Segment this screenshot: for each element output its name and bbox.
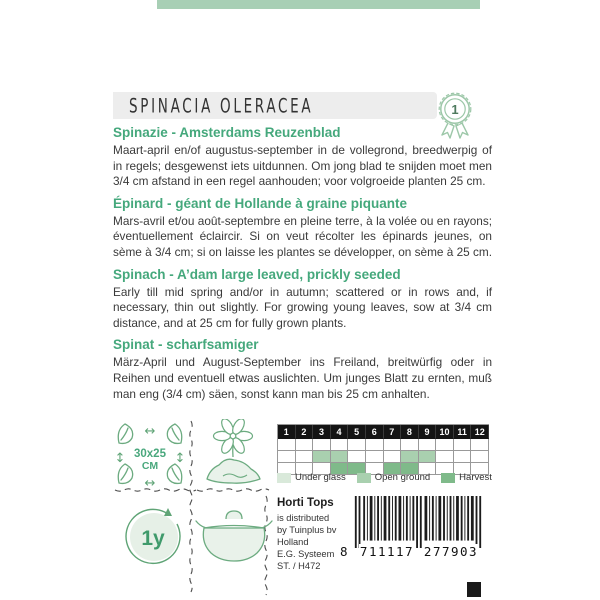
calendar-cell [278,439,296,451]
calendar-row-under-glass [278,439,489,451]
calendar-cell [436,439,454,451]
plant-spacing-icon [110,419,190,489]
calendar-cell [331,451,349,463]
distributor-line: is distributed [277,513,330,523]
calendar-cell [401,451,419,463]
calendar-cell [296,439,314,451]
calendar-month-6: 6 [366,425,384,439]
calendar-cell [348,439,366,451]
calendar-cell [313,439,331,451]
legend-item-harvest [441,472,492,483]
shelf-life-icon [122,504,186,568]
shelf-life-value: 1y [141,527,165,550]
calendar-month-3: 3 [313,425,331,439]
ean-barcode [340,496,488,564]
calendar-month-8: 8 [401,425,419,439]
calendar-cell [348,451,366,463]
badge-number: 1 [451,102,459,117]
calendar-rows [278,439,489,475]
heading-german: Spinat - scharfsamiger [113,337,259,353]
calendar-cell [331,439,349,451]
arrow-vertical-right-icon: ↕ [174,451,186,466]
arrow-vertical-left-icon: ↕ [114,451,126,466]
body-french: Mars-avril et/ou août-septembre en pleine terre, à la volée ou en rayons; éventuellement éclaircir. Si on veut récolter les épinards jeunes, on sème à 3/4 cm; si on laisse les plantes se développer, on sème à 25 cm. [113,213,493,259]
legend-label: Open ground [374,472,431,483]
packet-top-edge [157,0,480,9]
barcode-digit-left: 8 [340,544,348,559]
barcode-digits-group2: 277903 [423,544,479,559]
distributor-line: ST. / H472 [277,561,321,571]
cooking-pot-icon [192,505,276,567]
legend-swatch [277,473,291,483]
calendar-month-12: 12 [471,425,489,439]
calendar-month-5: 5 [348,425,366,439]
seedling-mound-icon [198,419,270,487]
section-german [113,337,492,402]
barcode-bars [352,496,484,548]
calendar-cell [454,439,472,451]
calendar-cell [296,451,314,463]
latin-name-band [113,92,437,119]
calendar-month-10: 10 [436,425,454,439]
description-sections [113,121,492,408]
brand-name: Horti Tops [277,497,334,509]
distributor-line: Holland [277,537,309,547]
calendar-cell [419,451,437,463]
calendar-cell [278,451,296,463]
calendar-cell [419,439,437,451]
section-dutch [113,125,492,190]
calendar-legend [277,472,491,483]
arrow-horizontal-top-icon: ↔ [144,424,156,439]
calendar-cell [384,439,402,451]
calendar-month-4: 4 [331,425,349,439]
heading-french: Épinard - géant de Hollande à graine piquante [113,195,408,211]
calendar-month-1: 1 [278,425,296,439]
heading-dutch: Spinazie - Amsterdams Reuzenblad [113,125,341,140]
calendar-cell [471,451,489,463]
body-german: März-April und August-September ins Freiland, breitwürfig oder in Reihen und eventuell etwas auslichten. Um junges Blatt zu ernten, muß man eng (3/4 cm) säen, sonst kann man bis 25 cm anhalten. [113,355,492,401]
calendar-month-11: 11 [454,425,472,439]
calendar-cell [313,451,331,463]
calendar-cell [436,451,454,463]
legend-swatch [357,473,371,483]
print-registration-mark [467,582,481,597]
distributor-line: by Tuinplus bv [277,525,337,535]
calendar-row-open-ground [278,451,489,463]
calendar-month-7: 7 [384,425,402,439]
body-dutch: Maart-april en/of augustus-september in de vollegrond, breedwerpig of in regels; desgewenst iets uitdunnen. Om jong blad te snijden moet men 3/4 cm afstand in een regel aanhouden; voor volgroeide planten 25 cm. [113,143,492,189]
calendar-month-2: 2 [296,425,314,439]
legend-label: Under glass [295,472,346,483]
section-english [113,267,492,332]
calendar-month-9: 9 [419,425,437,439]
heading-english: Spinach - A’dam large leaved, prickly seeded [113,266,401,282]
barcode-digits-group1: 711117 [359,544,415,559]
arrow-horizontal-bottom-icon: ↔ [144,476,156,489]
legend-swatch [441,473,455,483]
calendar-cell [384,451,402,463]
distributor-line: E.G. Systeem [277,549,335,559]
legend-item-under-glass [277,472,346,483]
divider-horizontal-right [197,487,267,493]
spacing-unit: CM [141,460,159,472]
section-french [113,196,492,261]
legend-item-open-ground [357,472,430,483]
spacing-value: 30x25 [134,448,166,460]
calendar-cell [366,439,384,451]
calendar-cell [401,439,419,451]
distributor-block [277,497,347,572]
latin-name-title: SPINACIA OLERACEA [129,93,314,118]
calendar-cell [366,451,384,463]
calendar-cell [471,439,489,451]
sowing-calendar [277,424,489,475]
body-english: Early till mid spring and/or in autumn; scattered or in rows and, if necessary, thin out slightly. For growing young leaves, sow at 3/4 cm distance, and at 25 cm for fully grown plants. [113,284,492,330]
calendar-header-row [278,425,489,439]
legend-label: Harvest [459,472,492,483]
calendar-cell [454,451,472,463]
